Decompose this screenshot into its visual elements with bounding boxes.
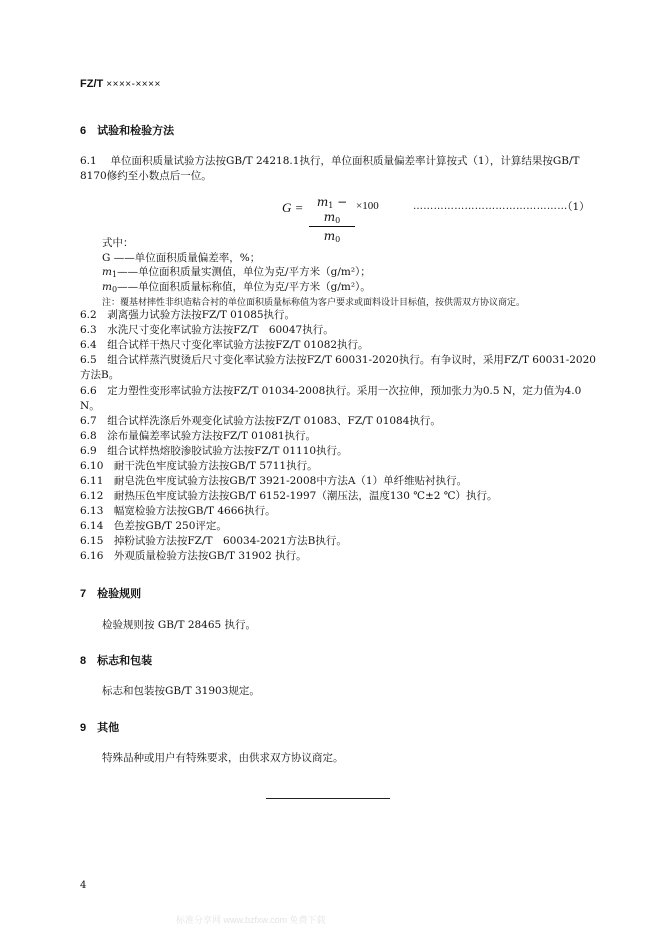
formula-numerator: $m_1 - m_0$ <box>316 195 348 225</box>
note: 注：覆基材摔性非织造粘合衬的单位面积质量标称值为客户要求或面料设计目标值，按供需双方协议商定。 <box>102 298 526 308</box>
item-6-2: 6.2 剥离强力试验方法按FZ/T 01085执行。 <box>80 309 296 321</box>
header-number: ××××-×××× <box>106 79 161 90</box>
fraction-bar <box>309 226 355 227</box>
item-6-6-line2: N。 <box>80 400 100 412</box>
item-6-5-line2: 方法B。 <box>80 369 120 381</box>
footer-watermark: 标准分享网 www.bzfxw.com 免费下载 <box>176 915 326 925</box>
variable-m0: $m_0——$单位面积质量标称值，单位为克/平方米（g/m²）。 <box>102 281 371 294</box>
item-6-1-line1: 6.1 单位面积质量试验方法按GB/T 24218.1执行，单位面积质量偏差率计算按式（1），计算结果按GB/T <box>80 155 580 167</box>
item-6-9: 6.9 组合试样热熔胶渗胶试验方法按FZ/T 01110执行。 <box>80 445 348 457</box>
item-6-15: 6.15 掉粉试验方法按FZ/T 60034-2021方法B执行。 <box>80 535 347 547</box>
standard-code-header <box>80 78 161 90</box>
section-9-title: 9 其他 <box>80 722 120 734</box>
item-6-6-line1: 6.6 定力塑性变形率试验方法按FZ/T 01034-2008执行。采用一次拉伸，预加张力为0.5 N，定力值为4.0 <box>80 385 582 397</box>
end-rule <box>266 798 390 799</box>
item-6-7: 6.7 组合试样洗涤后外观变化试验方法按FZ/T 01083、FZ/T 01084执行。 <box>80 415 441 427</box>
variable-g: G ——单位面积质量偏差率，%； <box>102 252 261 264</box>
item-6-4: 6.4 组合试样干热尺寸变化率试验方法按FZ/T 01082执行。 <box>80 339 369 351</box>
item-6-16: 6.16 外观质量检验方法按GB/T 31902 执行。 <box>80 550 307 562</box>
page-number: 4 <box>80 880 87 891</box>
formula-number: （1） <box>562 201 590 213</box>
section-6-title: 6 试验和检验方法 <box>80 125 175 137</box>
item-6-8: 6.8 涂布量偏差率试验方法按FZ/T 01081执行。 <box>80 430 317 442</box>
section-9-body: 特殊品种或用户有特殊要求，由供求双方协议商定。 <box>102 752 344 764</box>
section-7-body: 检验规则按 GB/T 28465 执行。 <box>102 619 257 631</box>
formula-fraction <box>309 195 355 244</box>
item-6-12: 6.12 耐热压色牢度试验方法按GB/T 6152-1997（潮压法，温度130 ℃±2 ℃）执行。 <box>80 490 498 502</box>
item-6-11: 6.11 耐皂洗色牢度试验方法按GB/T 3921-2008中方法A（1）单纤维贴衬执行。 <box>80 475 468 487</box>
formula-dots: ……………………………………… <box>413 201 568 212</box>
item-6-14: 6.14 色差按GB/T 250评定。 <box>80 520 227 532</box>
section-8-title: 8 标志和包装 <box>80 655 153 667</box>
item-6-3: 6.3 水洗尺寸变化率试验方法按FZ/T 60047执行。 <box>80 324 334 336</box>
formula-lhs: G = <box>282 200 304 215</box>
formula-times: ×100 <box>356 200 379 212</box>
item-6-13: 6.13 幅宽检验方法按GB/T 4666执行。 <box>80 505 276 517</box>
section-7-title: 7 检验规则 <box>80 588 142 600</box>
item-6-1-line2: 8170修约至小数点后一位。 <box>80 170 212 182</box>
header-code: FZ/T <box>80 78 104 90</box>
item-6-10: 6.10 耐干洗色牢度试验方法按GB/T 5711执行。 <box>80 460 318 472</box>
where-label: 式中： <box>102 237 134 249</box>
formula-denominator: $m_0$ <box>323 229 341 244</box>
item-6-5-line1: 6.5 组合试样蒸汽熨烫后尺寸变化率试验方法按FZ/T 60031-2020执行。有争议时，采用FZ/T 60031-2020 <box>80 354 596 366</box>
variable-m1: $m_1——$单位面积质量实测值，单位为克/平方米（g/m²）； <box>102 266 371 279</box>
section-8-body: 标志和包装按GB/T 31903规定。 <box>102 685 260 697</box>
